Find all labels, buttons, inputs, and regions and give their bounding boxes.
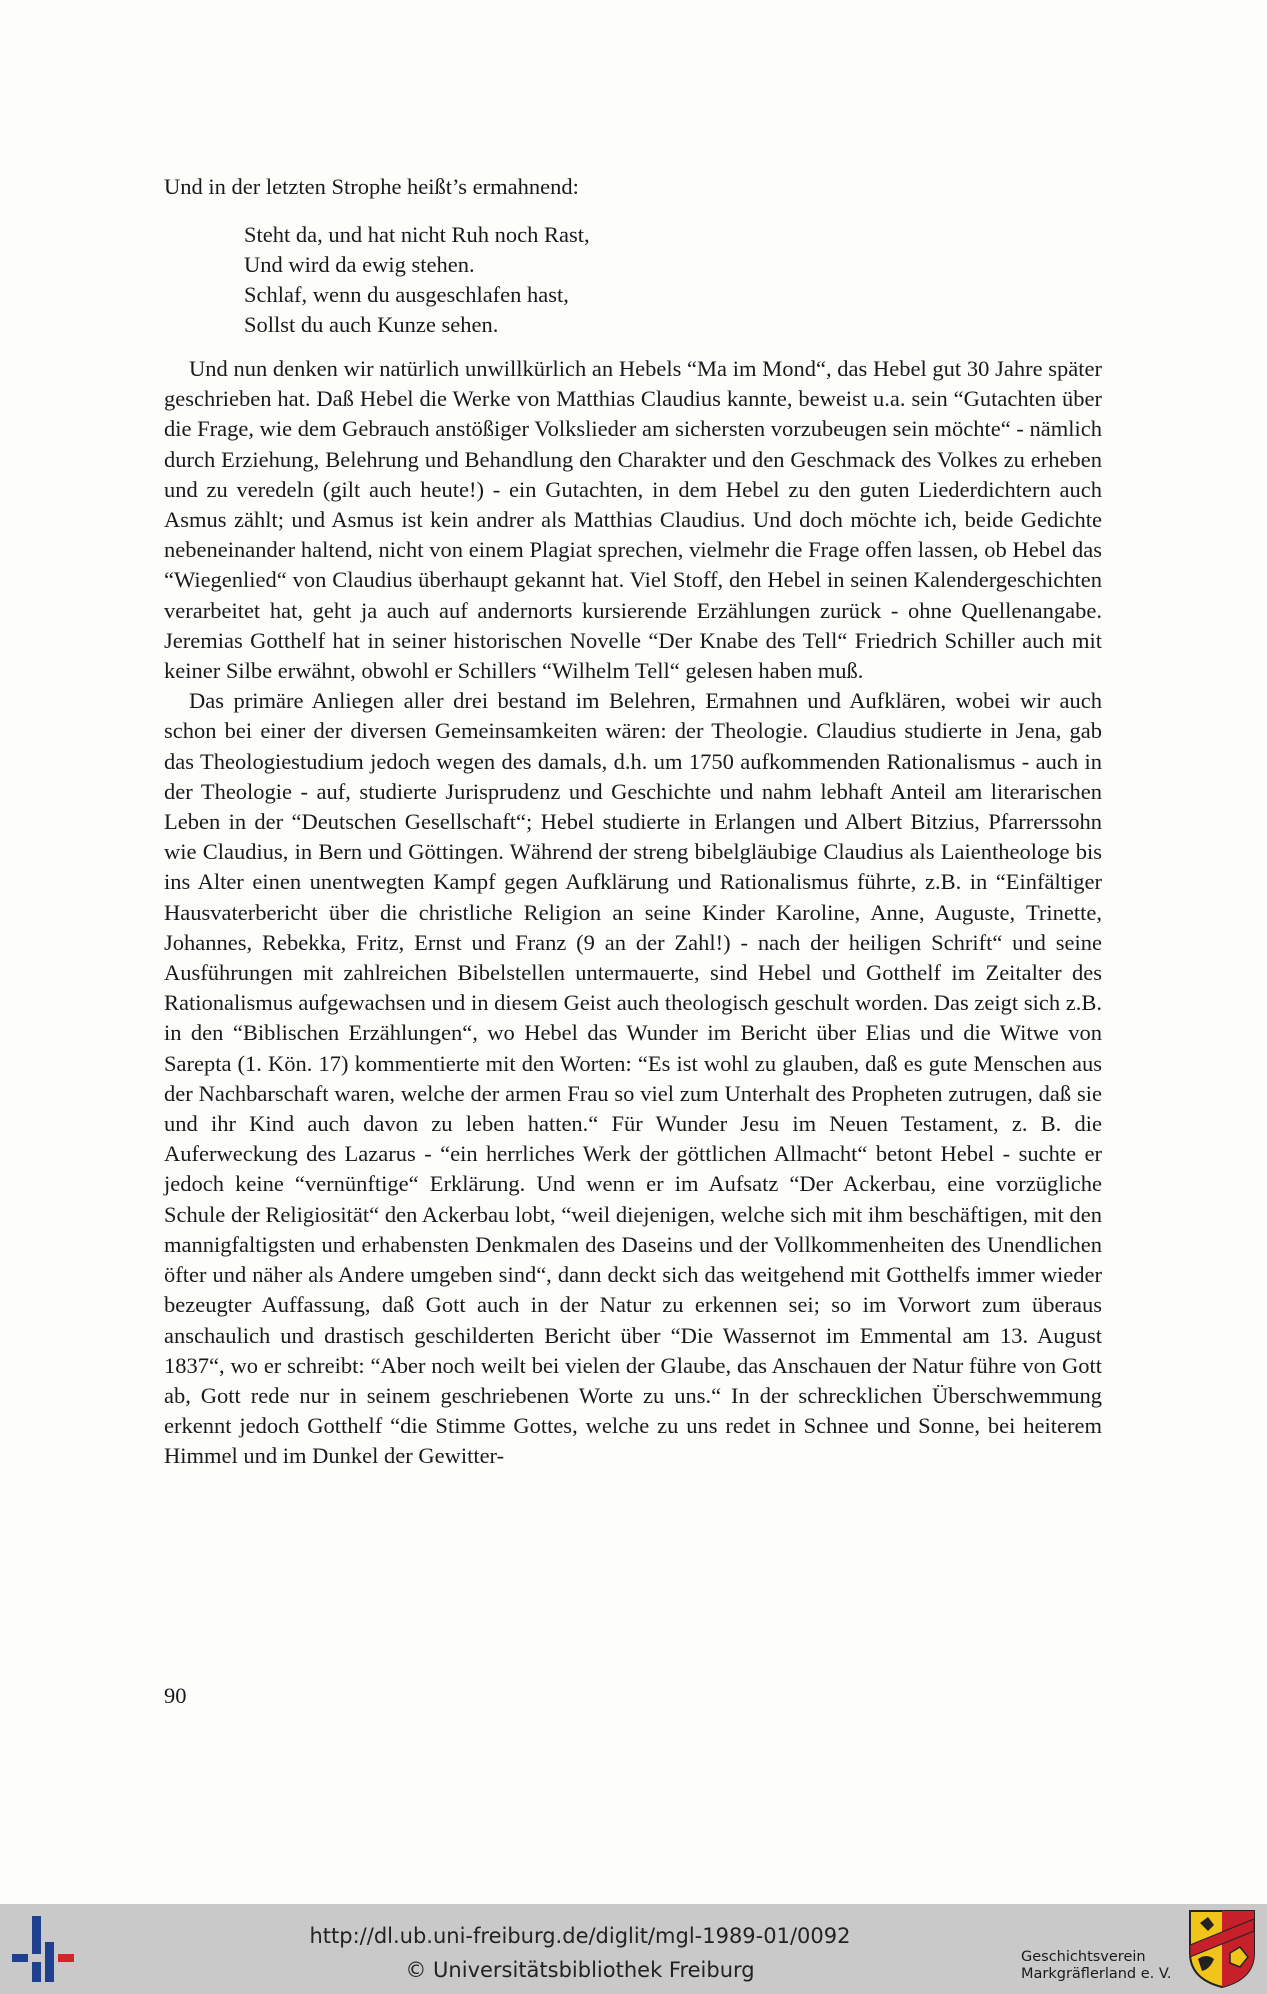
body-text xyxy=(164,354,1102,1472)
verse-line: Sollst du auch Kunze sehen. xyxy=(244,312,499,337)
ub-freiburg-logo-icon xyxy=(12,1916,82,1982)
footer-center xyxy=(300,1921,860,1985)
paragraph: Das primäre Anliegen aller drei bestand im Belehren, Ermahnen und Aufklären, wobei wir auch schon bei einer der diversen Gemeinsamkeiten wären: der Theologie. Claudius studierte in Jena, gab das Theologiestudium jedoch wegen des damals, d.h. um 1750 aufkommenden Rationalismus - auch in der Theologie - auf, studierte Jurisprudenz und Geschichte und nahm lebhaft Anteil am literarischen Leben in der “Deutschen Gesellschaft“; Hebel studierte in Erlangen und Albert Bitzius, Pfarrerssohn wie Claudius, in Bern und Göttingen. Während der streng bibelgläubige Claudius als Laientheologe bis ins Alter einen unentwegten Kampf gegen Aufklärung und Rationalismus führte, z.B. in “Einfältiger Hausvaterbericht über die christliche Religion an seine Kinder Karoline, Anne, Auguste, Trinette, Johannes, Rebekka, Fritz, Ernst und Franz (9 an der Zahl!) - nach der heiligen Schrift“ und seine Ausführungen mit zahlreichen Bibelstellen untermauerte, sind Hebel und Gotthelf im Zeitalter des Rationalismus aufgewachsen und in diesem Geist auch theologisch geschult worden. Das zeigt sich z.B. in den “Biblischen Erzählungen“, wo Hebel das Wunder im Bericht über Elias und die Witwe von Sarepta (1. Kön. 17) kommentierte mit den Worten: “Es ist wohl zu glauben, daß es gute Menschen aus der Nachbarschaft waren, welche der armen Frau so viel zum Unterhalt des Propheten zutrugen, daß sie und ihr Kind auch davon zu leben hatten.“ Für Wunder Jesu im Neuen Testament, z. B. die Auferweckung des Lazarus - “ein herrliches Werk der göttlichen Allmacht“ betont Hebel - suchte er jedoch keine “vernünftige“ Erklärung. Und wenn er im Aufsatz “Der Ackerbau, eine vorzügliche Schule der Religiosität“ den Ackerbau lobt, “weil diejenigen, welche sich mit ihm beschäftigen, mit den mannigfaltigsten und erhabensten Denkmalen des Daseins und der Vollkommenheiten des Unendlichen öfter und näher als Andere umgeben sind“, dann deckt sich das weitgehend mit Gotthelfs immer wieder bezeugter Auffassung, daß Gott auch in der Natur zu erkennen sei; so im Vorwort zum überaus anschaulich und drastisch geschilderten Bericht über “Die Wassernot im Emmental am 13. August 1837“, wo er schreibt: “Aber noch weilt bei vielen der Glaube, das Anschauen der Natur führe von Gott ab, Gott rede nur in seinem geschriebenen Worte zu uns.“ In der schrecklichen Überschwemmung erkennt jedoch Gotthelf “die Stimme Gottes, welche zu uns redet in Schnee und Sonne, bei heiterem Himmel und im Dunkel der Gewitter- xyxy=(164,688,1102,1469)
verse-line: Schlaf, wenn du ausgeschlafen hast, xyxy=(244,282,569,307)
society-line: Geschichtsverein xyxy=(1021,1949,1146,1965)
footer-bar xyxy=(0,1904,1267,1994)
intro-line: Und in der letzten Strophe heißt’s ermahnend: xyxy=(164,174,579,199)
society-crest-icon xyxy=(1188,1909,1256,1989)
verse-line: Steht da, und hat nicht Ruh noch Rast, xyxy=(244,222,590,247)
verse-block xyxy=(244,220,590,340)
society-name xyxy=(1021,1949,1172,1983)
paragraph: Und nun denken wir natürlich unwillkürlich an Hebels “Ma im Mond“, das Hebel gut 30 Jahre später geschrieben hat. Daß Hebel die Werke von Matthias Claudius kannte, beweist u.a. sein “Gutachten über die Frage, wie dem Gebrauch anstößiger Volkslieder am sichersten vorzubeugen sein möchte“ - nämlich durch Erziehung, Belehrung und Behandlung den Charakter und den Geschmack des Volkes zu erheben und zu veredeln (gilt auch heute!) - ein Gutachten, in dem Hebel zu den guten Liederdichtern auch Asmus zählt; und Asmus ist kein andrer als Matthias Claudius. Und doch möchte ich, beide Gedichte nebeneinander haltend, nicht von einem Plagiat sprechen, vielmehr die Frage offen lassen, ob Hebel das “Wiegenlied“ von Claudius überhaupt gekannt hat. Viel Stoff, den Hebel in seinen Kalendergeschichten verarbeitet hat, geht ja auch auf andernorts kursierende Erzählungen zurück - ohne Quellenangabe. Jeremias Gotthelf hat in seiner historischen Novelle “Der Knabe des Tell“ Friedrich Schiller auch mit keiner Silbe erwähnt, obwohl er Schillers “Wilhelm Tell“ gelesen haben muß. xyxy=(164,356,1102,684)
footer-copyright: © Universitätsbibliothek Freiburg xyxy=(405,1958,755,1982)
verse-line: Und wird da ewig stehen. xyxy=(244,252,475,277)
footer-url-link[interactable]: http://dl.ub.uni-freiburg.de/diglit/mgl-1989-01/0092 xyxy=(309,1924,851,1948)
society-line: Markgräflerland e. V. xyxy=(1021,1966,1172,1982)
page-number: 90 xyxy=(164,1683,187,1708)
